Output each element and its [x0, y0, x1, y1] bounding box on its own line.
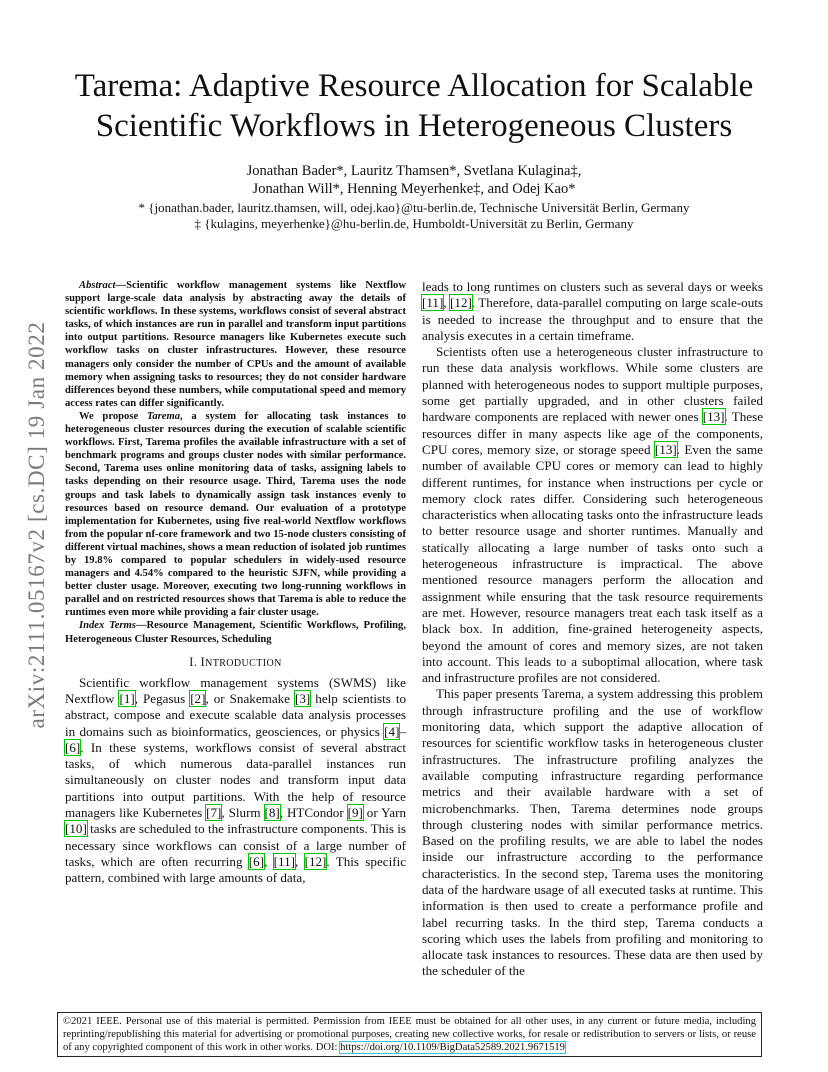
copyright-notice: ©2021 IEEE. Personal use of this material is permitted. Permission from IEEE must be obtained for all other uses, in any current or future media, including reprinting/republishing this material for advertising or promotional purposes, creating new collective works, for resale or redistribution to servers or lists, or reuse of any copyrighted component of this work in other works. DOI: https://doi.org/10.1109/BigData52589.2021.9671519	[57, 1012, 762, 1057]
index-terms-label: Index Terms	[79, 620, 136, 632]
citation-link[interactable]: [13]	[702, 409, 725, 425]
left-column	[65, 279, 406, 886]
affiliation-tu-berlin: * {jonathan.bader, lauritz.thamsen, will, odej.kao}@tu-berlin.de, Technische Universität Berlin, Germany	[138, 200, 690, 215]
citation-link[interactable]: [12]	[450, 295, 472, 311]
author-line-1: Jonathan Bader*, Lauritz Thamsen*, Svetlana Kulagina‡,	[246, 163, 582, 179]
abstract-paragraph-1: Abstract—Scientific workflow management systems like Nextflow support large-scale data analysis by abstracting away the details of scientific workflows. In these systems, workflows consist of several abstract tasks, of which instances are run in parallel and transform input partitions into output partitions. Resource managers like Kubernetes execute such workflow tasks on cluster infrastructures. However, these resource managers only consider the number of CPUs and the amount of available memory when assigning tasks to resources; they do not consider hardware differences beyond these numbers, while computational speed and memory access rates can differ significantly.	[65, 280, 406, 409]
intro-paragraph-1: Scientific workflow management systems (SWMS) like Nextflow [1], Pegasus [2], or Snakemake [3] help scientists to abstract, compose and execute scalable data analysis processes in domains such as bioinformatics, geosciences, or physics [4]–[6]. In these systems, workflows consist of several abstract tasks, of which numerous data-parallel instances run simultaneously on cluster nodes and transform input data partitions into output partitions. With the help of resource managers like Kubernetes [7], Slurm [8], HTCondor [9] or Yarn [10] tasks are scheduled to the infrastructure components. This is necessary since workflows can consist of a large number of tasks, which are often recurring [6], [11], [12]. This specific pattern, combined with large amounts of data,	[65, 674, 407, 886]
index-terms: Index Terms—Resource Management, Scientific Workflows, Profiling, Heterogeneous Cluster Resources, Scheduling	[65, 620, 406, 645]
citation-link[interactable]: [8]	[264, 805, 280, 820]
citation-link[interactable]: [13]	[654, 441, 677, 457]
citation-link[interactable]: [7]	[206, 805, 222, 820]
intro-paragraph-2: leads to long runtimes on clusters such as several days or weeks [11], [12]. Therefore, data-parallel computing on large scale-outs is needed to increase the throughput and to ensure that the analysis executes in a certain timeframe.	[422, 279, 764, 343]
citation-link[interactable]: [11]	[273, 853, 295, 869]
introduction-left	[65, 675, 406, 887]
arxiv-sidebar-stamp	[21, 290, 53, 760]
section-heading-introduction: I. INTRODUCTION	[189, 654, 282, 669]
citation-link[interactable]: [4]	[384, 723, 400, 739]
citation-link[interactable]: [6]	[65, 739, 81, 755]
citation-link[interactable]: [1]	[119, 690, 135, 706]
abstract-label: Abstract—	[79, 280, 127, 291]
intro-paragraph-4: This paper presents Tarema, a system addressing this problem through infrastructure profiling and the use of workflow monitoring data, which support the adaptive allocation of resources for scientific workflow tasks in heterogeneous cluster infrastructures. The infrastructure profiling analyzes the available computing infrastructure regarding performance metrics and their available hardware with a set of microbenchmarks. Then, Tarema determines node groups through clustering nodes with similar performance metrics. Based on the profiling results, we are able to label the nodes inside our infrastructure according to the performance characteristics. In the second step, Tarema uses the monitoring data of the hardware usage of all executed tasks at runtime. This information is then used to create a performance profile and label recurring tasks. In the third step, Tarema conducts a scoring which uses the labels from profiling and monitoring to allocate task instances to resources. These data are then used by the scheduler of the	[422, 686, 763, 979]
paper-title: Tarema: Adaptive Resource Allocation for Scalable Scientific Workflows in Heterogeneous Clusters	[74, 68, 754, 144]
citation-link[interactable]: [3]	[295, 690, 311, 706]
citation-link[interactable]: [10]	[65, 821, 87, 837]
citation-link[interactable]: [2]	[190, 690, 206, 706]
author-line-2: Jonathan Will*, Henning Meyerhenke‡, and Odej Kao*	[252, 181, 576, 197]
abstract-paragraph-2: We propose Tarema, a system for allocating task instances to heterogeneous cluster resources during the execution of scalable scientific workflows. First, Tarema profiles the available infrastructure with a set of benchmark programs and groups cluster nodes with similar performance. Second, Tarema uses online monitoring data of tasks, assigning labels to tasks depending on their resource usage. Third, Tarema uses the node groups and task labels to dynamically assign task instances evenly to resources based on resource demand. Our evaluation of a prototype implementation for Kubernetes, using five real-world Nextflow workflows from the popular nf-core framework and two 15-node clusters consisting of different virtual machines, shows a mean reduction of isolated job runtimes by 19.8% compared to popular schedulers in widely-used resource managers and 4.54% compared to the heuristic SJFN, while providing a better cluster usage. Moreover, executing two long-running workflows in parallel and on restricted resources shows that Tarema is able to reduce the runtimes even more while providing a fair cluster usage.	[65, 410, 406, 619]
citation-link[interactable]: [12]	[304, 853, 327, 869]
right-column	[422, 279, 763, 980]
arxiv-id: arXiv:2111.05167v2 [cs.DC] 19 Jan 2022	[24, 321, 49, 729]
citation-link[interactable]: [9]	[347, 805, 363, 820]
affiliation-hu-berlin: ‡ {kulagins, meyerhenke}@hu-berlin.de, Humboldt-Universität zu Berlin, Germany	[194, 216, 634, 231]
citation-link[interactable]: [11]	[422, 295, 444, 311]
citation-link[interactable]: [6]	[248, 853, 265, 869]
doi-link[interactable]: https://doi.org/10.1109/BigData52589.2021.9671519	[340, 1042, 565, 1053]
abstract	[65, 279, 406, 646]
system-name: Tarema	[146, 410, 181, 422]
intro-paragraph-3: Scientists often use a heterogeneous cluster infrastructure to run these data analysis workflows. While some clusters are planned with heterogeneous nodes to support multiple purposes, some get partially upgraded, and in other clusters failed hardware components are replaced with newer ones [13]. These resources differ in many aspects like age of the components, CPU cores, memory size, or storage speed [13]. Even the same number of available CPU cores or memory can lead to highly different runtimes, for instance when instructions per cycle or memory clock rates differ. Considering such heterogeneous characteristics when allocating tasks onto the infrastructure leads to better resource usage and shorter runtimes. Manually and statically allocating a large number of tasks onto such a heterogeneous infrastructure is impractical. The above mentioned resource managers perform the allocation and assignment while ensuring that the task resource requirements are met. However, resource managers treat each task itself as a black box. In addition, fine-grained heterogeneity aspects, beyond the amount of cores and memory sizes, are not taken into account. This leads to a suboptimal allocation, where task and infrastructure profiles are not considered.	[422, 344, 764, 686]
